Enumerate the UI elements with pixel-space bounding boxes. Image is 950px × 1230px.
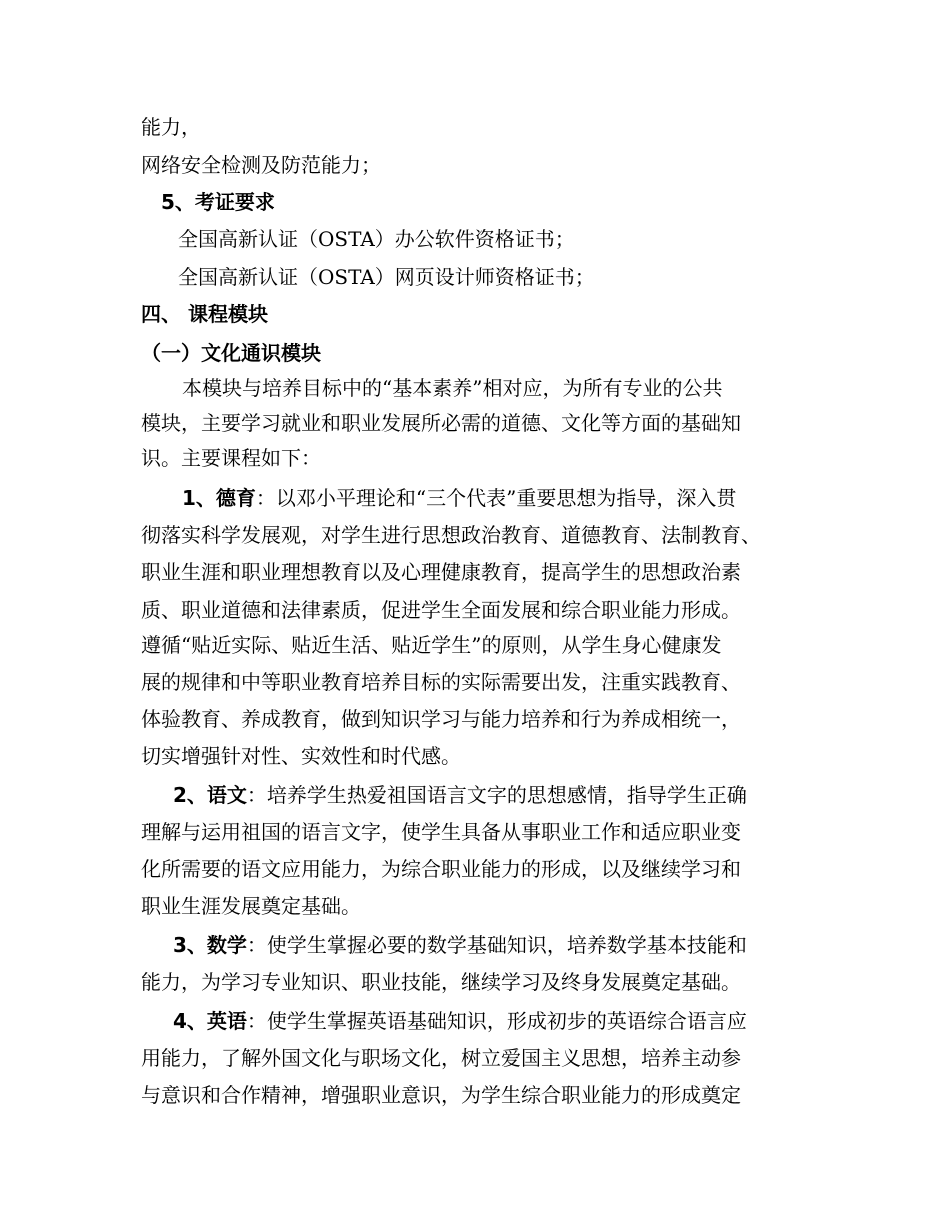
paragraph-line: 能力，为学习专业知识、职业技能，继续学习及终身发展奠定基础。 [141,970,741,994]
paragraph-line: 体验教育、养成教育，做到知识学习与能力培养和行为养成相统一， [141,707,741,731]
paragraph-line [173,931,747,959]
text-line: 全国高新认证（OSTA）网页设计师资格证书； [178,265,595,289]
paragraph-line: 本模块与培养目标中的“基本素养”相对应，为所有专业的公共 [182,376,723,400]
paragraph-line: 化所需要的语文应用能力，为综合职业能力的形成，以及继续学习和 [141,857,741,881]
course-title: 3、数学 [173,933,247,957]
course-description: ：培养学生热爱祖国语言文字的思想感情，指导学生正确 [246,783,747,807]
paragraph-line: 质、职业道德和法律素质，促进学生全面发展和综合职业能力形成。 [141,598,741,622]
text-line: 网络安全检测及防范能力； [141,153,381,177]
section-heading: 四、 课程模块 [141,302,268,326]
paragraph-line: 切实增强针对性、实效性和时代感。 [141,744,461,768]
text-line: 能力， [141,115,201,139]
course-title: 1、德育 [182,486,256,510]
paragraph-line: 职业生涯发展奠定基础。 [141,894,361,918]
paragraph-line: 识。主要课程如下： [141,446,321,470]
paragraph-line: 职业生涯和职业理想教育以及心理健康教育，提高学生的思想政治素 [141,560,741,584]
paragraph-line: 模块，主要学习就业和职业发展所必需的道德、文化等方面的基础知 [141,411,741,435]
course-title: 2、语文 [173,783,247,807]
text-line: 全国高新认证（OSTA）办公软件资格证书； [178,227,575,251]
paragraph-line: 展的规律和中等职业教育培养目标的实际需要出发，注重实践教育、 [141,670,741,694]
paragraph-line [173,1007,747,1035]
paragraph-line [182,484,736,512]
course-description: ：使学生掌握英语基础知识，形成初步的英语综合语言应 [246,1009,747,1033]
course-description: ：使学生掌握必要的数学基础知识，培养数学基本技能和 [246,933,747,957]
paragraph-line: 与意识和合作精神，增强职业意识，为学生综合职业能力的形成奠定 [141,1083,741,1107]
paragraph-line: 遵循“贴近实际、贴近生活、贴近学生”的原则，从学生身心健康发 [141,633,722,657]
paragraph-line: 理解与运用祖国的语言文字，使学生具备从事职业工作和适应职业变 [141,820,741,844]
paragraph-line [173,781,747,809]
subsection-heading: 5、考证要求 [161,190,275,214]
course-description: ：以邓小平理论和“三个代表”重要思想为指导，深入贯 [255,486,737,510]
paragraph-line: 彻落实科学发展观，对学生进行思想政治教育、道德教育、法制教育、 [141,523,761,547]
subsection-heading: （一）文化通识模块 [141,341,321,365]
paragraph-line: 用能力，了解外国文化与职场文化，树立爱国主义思想，培养主动参 [141,1046,741,1070]
course-title: 4、英语 [173,1009,247,1033]
